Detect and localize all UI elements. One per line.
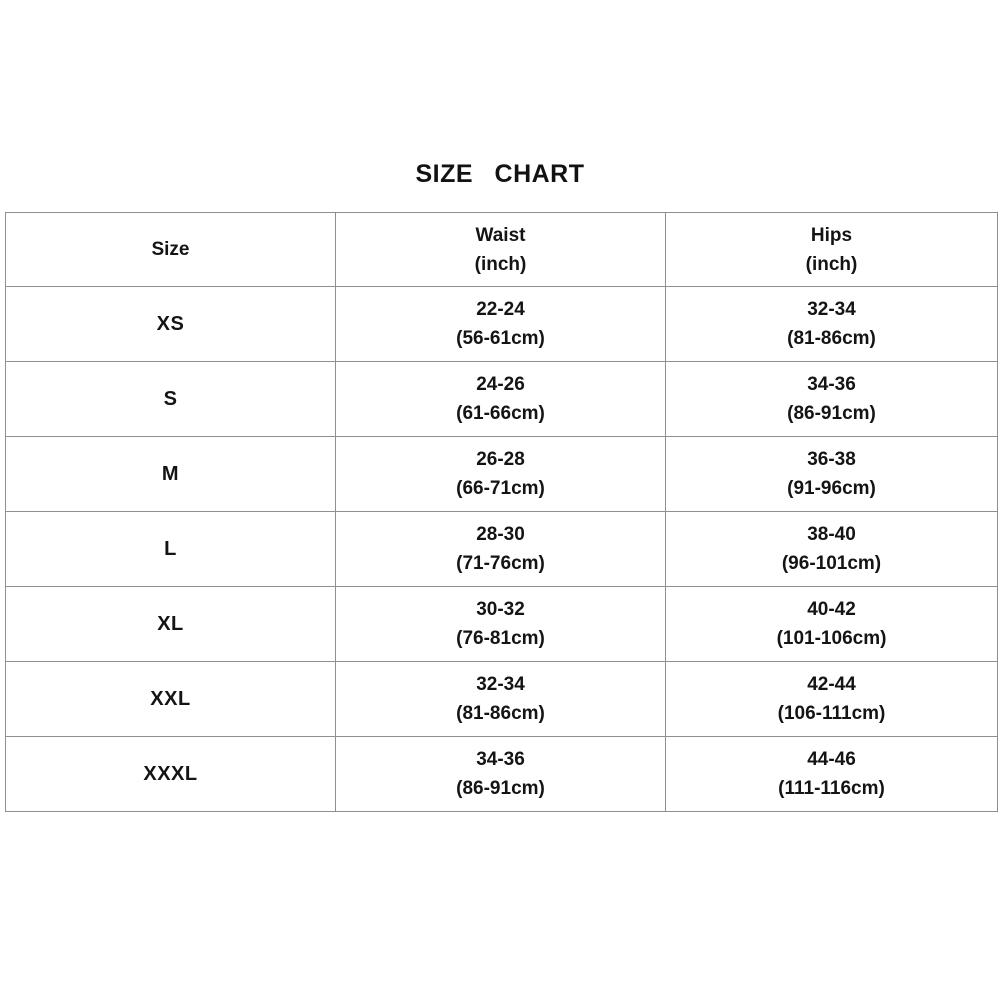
waist-cm: (71-76cm) — [456, 553, 545, 574]
waist-cell — [336, 587, 666, 662]
size-cell — [6, 362, 336, 437]
hips-inch: 34-36 — [807, 374, 856, 395]
size-value: S — [163, 387, 178, 410]
size-cell — [6, 587, 336, 662]
waist-inch: 22-24 — [476, 299, 525, 320]
waist-cm: (81-86cm) — [456, 703, 545, 724]
hips-cm: (106-111cm) — [777, 703, 886, 724]
page-title: SIZE CHART — [415, 160, 585, 188]
waist-cell — [336, 662, 666, 737]
waist-cm: (61-66cm) — [456, 403, 545, 424]
hips-cell — [666, 287, 998, 362]
size-value: XL — [157, 612, 184, 635]
hips-cm: (101-106cm) — [776, 628, 887, 649]
waist-cell — [336, 287, 666, 362]
header-hips-label: Hips — [810, 224, 853, 246]
table-row — [6, 662, 998, 737]
size-cell — [6, 287, 336, 362]
waist-cell — [336, 512, 666, 587]
table-row — [6, 437, 998, 512]
waist-cell — [336, 737, 666, 812]
header-size — [6, 213, 336, 287]
table-row — [6, 737, 998, 812]
hips-cm: (96-101cm) — [781, 553, 882, 574]
header-waist-unit: (inch) — [474, 253, 527, 275]
size-cell — [6, 512, 336, 587]
table-row — [6, 587, 998, 662]
table-header-row — [6, 213, 998, 287]
size-value: XS — [156, 312, 185, 335]
hips-cm: (86-91cm) — [787, 403, 876, 424]
hips-cell — [666, 662, 998, 737]
hips-cm: (81-86cm) — [787, 328, 876, 349]
hips-cm: (91-96cm) — [787, 478, 876, 499]
hips-cell — [666, 512, 998, 587]
header-waist — [336, 213, 666, 287]
waist-inch: 26-28 — [476, 449, 525, 470]
waist-inch: 32-34 — [476, 674, 525, 695]
waist-cm: (66-71cm) — [456, 478, 545, 499]
waist-cm: (56-61cm) — [456, 328, 545, 349]
hips-inch: 38-40 — [807, 524, 856, 545]
hips-cell — [666, 437, 998, 512]
hips-inch: 42-44 — [807, 674, 856, 695]
hips-inch: 40-42 — [807, 599, 856, 620]
waist-cm: (86-91cm) — [456, 778, 545, 799]
hips-cm: (111-116cm) — [778, 778, 885, 799]
size-cell — [6, 662, 336, 737]
hips-cell — [666, 362, 998, 437]
waist-cell — [336, 437, 666, 512]
header-hips-unit: (inch) — [805, 253, 858, 275]
size-value: XXXL — [143, 762, 198, 785]
waist-cell — [336, 362, 666, 437]
table-row — [6, 287, 998, 362]
size-chart-table — [5, 212, 998, 812]
size-cell — [6, 437, 336, 512]
header-waist-label: Waist — [475, 224, 526, 246]
size-value: M — [161, 462, 180, 485]
hips-cell — [666, 737, 998, 812]
header-size-label: Size — [151, 239, 190, 260]
hips-inch: 32-34 — [807, 299, 856, 320]
waist-inch: 24-26 — [476, 374, 525, 395]
table-row — [6, 512, 998, 587]
waist-cm: (76-81cm) — [456, 628, 545, 649]
hips-inch: 44-46 — [807, 749, 856, 770]
hips-inch: 36-38 — [807, 449, 856, 470]
size-cell — [6, 737, 336, 812]
header-hips — [666, 213, 998, 287]
waist-inch: 34-36 — [476, 749, 525, 770]
size-value: XXL — [150, 687, 191, 710]
waist-inch: 28-30 — [476, 524, 525, 545]
waist-inch: 30-32 — [476, 599, 525, 620]
size-value: L — [164, 537, 177, 560]
table-row — [6, 362, 998, 437]
hips-cell — [666, 587, 998, 662]
